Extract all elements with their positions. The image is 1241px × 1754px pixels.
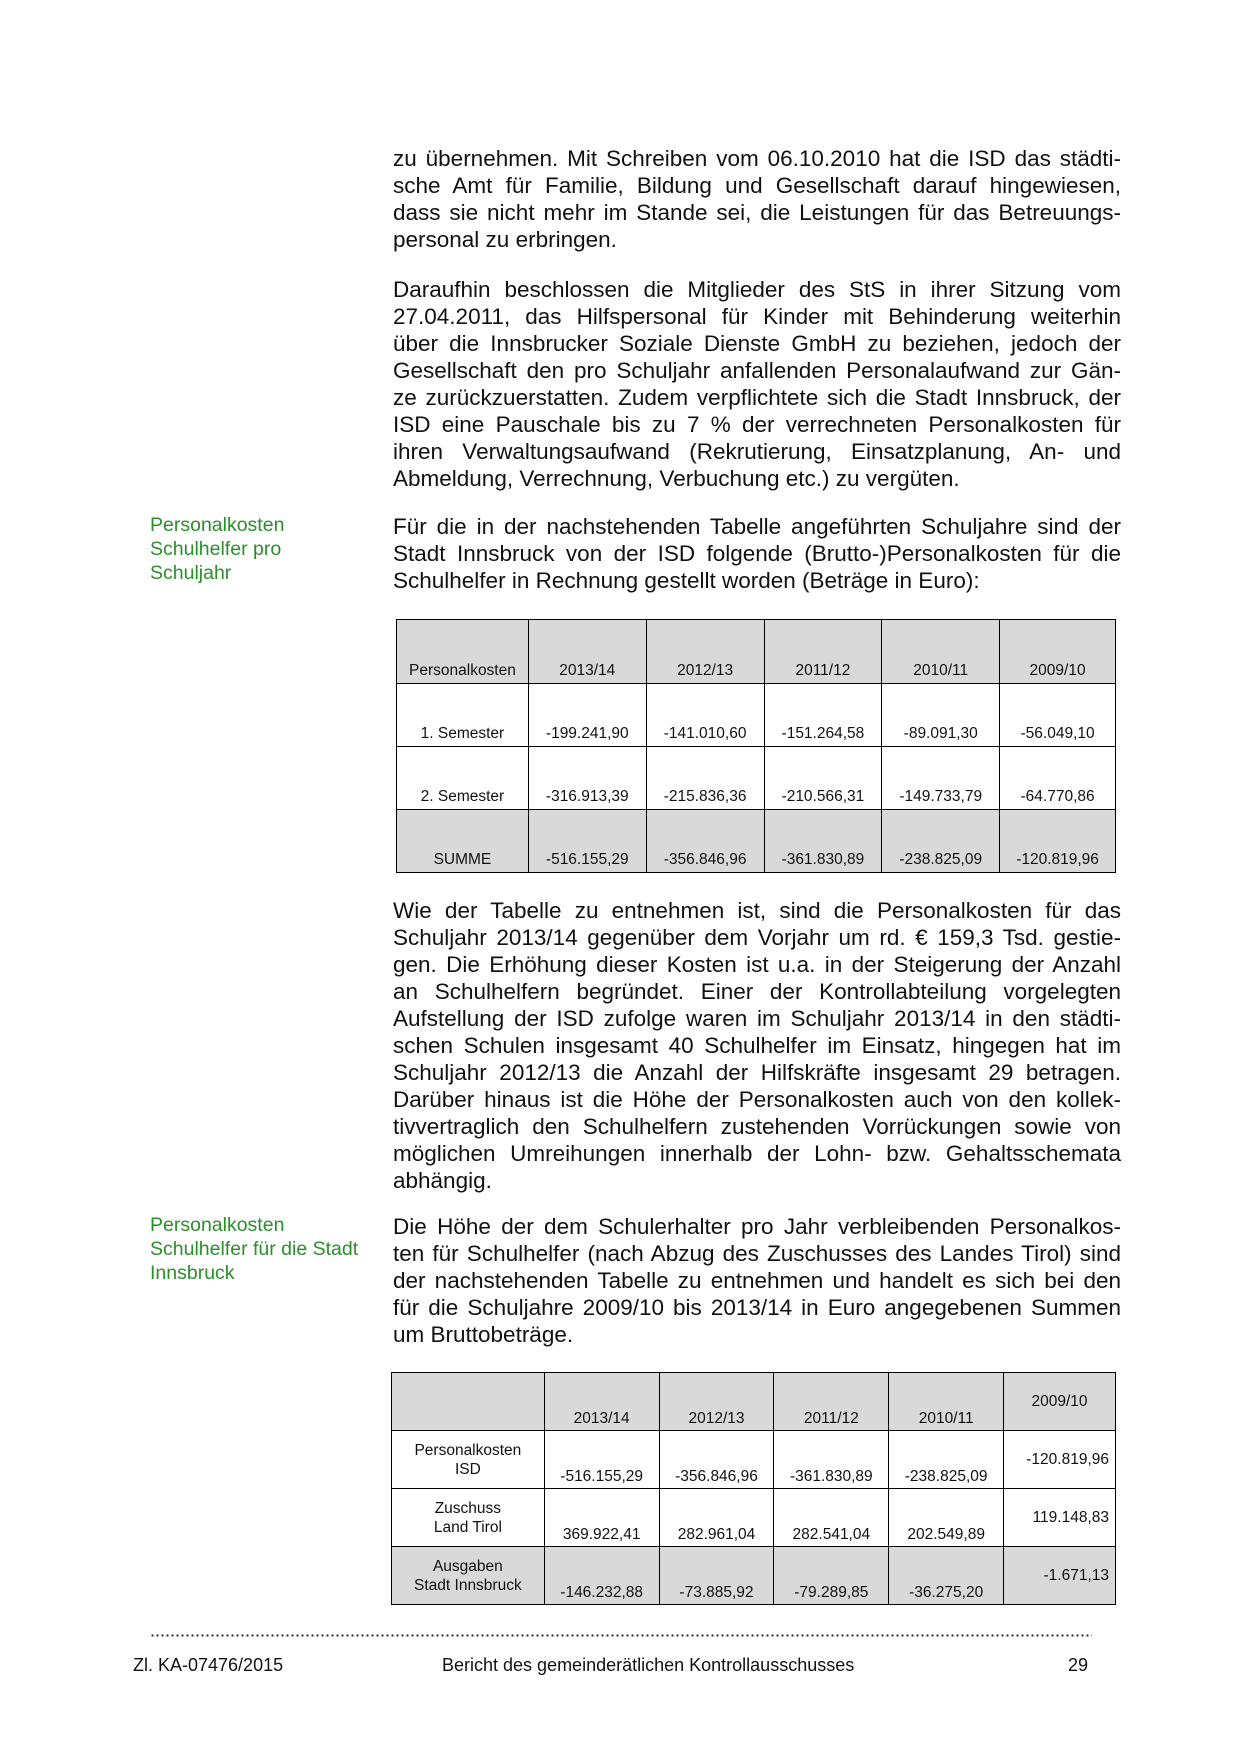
table-cell: -516.155,29: [544, 1431, 659, 1489]
table-cell: 1. Semester: [397, 684, 529, 747]
table-header-cell: 2009/10: [1004, 1373, 1116, 1431]
text-line: Für die in der nachstehenden Tabelle angeführten Schuljahre sind der: [393, 514, 1121, 539]
margin-note-line: Personalkosten: [150, 514, 285, 536]
row-label-line: Ausgaben: [432, 1557, 503, 1575]
margin-note-line: Schuljahr: [150, 562, 232, 584]
text-line: Stadt Innsbruck von der ISD folgende (Brutto-)Personalkosten für die: [393, 541, 1121, 566]
table-header-row: [392, 1373, 1116, 1431]
text-line: ihren Verwaltungsaufwand (Rekrutierung, Einsatzplanung, An- und: [393, 439, 1121, 464]
text-line: ISD eine Pauschale bis zu 7 % der verrechneten Personalkosten für: [393, 412, 1121, 437]
text-line: dass sie nicht mehr im Stande sei, die Leistungen für das Betreuungs-: [393, 200, 1121, 225]
text-line: schen Schulen insgesamt 40 Schulhelfer im Einsatz, hingegen hat im: [393, 1033, 1121, 1058]
table-header-row: [397, 620, 1116, 684]
text-line: Aufstellung der ISD zufolge waren im Schuljahr 2013/14 in den städti-: [393, 1006, 1121, 1031]
text-line: Gesellschaft den pro Schuljahr anfallenden Personalaufwand zur Gän-: [393, 358, 1121, 383]
table-row: [392, 1489, 1116, 1547]
text-line: über die Innsbrucker Soziale Dienste GmbH zu beziehen, jedoch der: [393, 331, 1121, 356]
table-cell: -199.241,90: [528, 684, 646, 747]
footer-page-number: 29: [1068, 1655, 1089, 1675]
table-header-cell: 2011/12: [764, 620, 882, 684]
table-cell: -120.819,96: [1004, 1431, 1116, 1489]
table-cell: -89.091,30: [882, 684, 1000, 747]
table-cell: 2. Semester: [397, 747, 529, 810]
paragraph-1: [393, 145, 1121, 253]
margin-note-line: Personalkosten: [150, 1214, 285, 1236]
row-label-line: Personalkosten: [414, 1441, 522, 1459]
text-line: der nachstehenden Tabelle zu entnehmen und handelt es sich bei den: [393, 1268, 1121, 1293]
table-cell: -64.770,86: [1000, 747, 1116, 810]
table-cell: 282.961,04: [659, 1489, 774, 1547]
table-cell: -141.010,60: [646, 684, 764, 747]
text-line: möglichen Umreihungen innerhalb der Lohn- bzw. Gehaltsschemata: [393, 1141, 1121, 1166]
text-line: sche Amt für Familie, Bildung und Gesellschaft darauf hingewiesen,: [393, 173, 1121, 198]
table-row: [392, 1431, 1116, 1489]
table-header-cell: 2012/13: [659, 1373, 774, 1431]
table-cell: -120.819,96: [1000, 810, 1116, 873]
text-line: 27.04.2011, das Hilfspersonal für Kinder mit Behinderung weiterhin: [393, 304, 1121, 329]
margin-note-line: Schulhelfer pro: [150, 538, 282, 560]
paragraph-2: [393, 276, 1121, 492]
text-line: personal zu erbringen.: [393, 227, 617, 252]
footer-divider: [150, 1634, 1092, 1637]
paragraph-5: [393, 1213, 1121, 1348]
margin-note-2: [150, 1213, 380, 1285]
margin-note-1: [150, 513, 380, 585]
table-row: [397, 684, 1116, 747]
text-line: zu übernehmen. Mit Schreiben vom 06.10.2010 hat die ISD das städti-: [393, 146, 1121, 171]
table-cell: -356.846,96: [659, 1431, 774, 1489]
table-header-cell: 2010/11: [882, 620, 1000, 684]
text-line: Abmeldung, Verrechnung, Verbuchung etc.) zu vergüten.: [393, 466, 960, 491]
table-header-cell: 2011/12: [774, 1373, 889, 1431]
text-line: Schulhelfer in Rechnung gestellt worden (Beträge in Euro):: [393, 568, 980, 593]
personnel-cost-table: [396, 619, 1116, 873]
table-cell: -146.232,88: [544, 1547, 659, 1605]
text-line: tivvertraglich den Schulhelfern zustehenden Vorrückungen sowie von: [393, 1114, 1121, 1139]
table-row: [397, 747, 1116, 810]
row-label: [392, 1547, 545, 1605]
footer-title: Bericht des gemeinderätlichen Kontrollausschusses: [442, 1655, 855, 1675]
table-header-cell: 2013/14: [528, 620, 646, 684]
text-line: Die Höhe der dem Schulerhalter pro Jahr verbleibenden Personalkos-: [393, 1214, 1121, 1239]
text-line: ze zurückzuerstatten. Zudem verpflichtete sich die Stadt Innsbruck, der: [393, 385, 1121, 410]
table-header-cell: 2009/10: [1000, 620, 1116, 684]
row-label-line: Stadt Innsbruck: [414, 1576, 522, 1594]
table-cell: -516.155,29: [528, 810, 646, 873]
table-cell: 119.148,83: [1004, 1489, 1116, 1547]
margin-note-line: Schulhelfer für die Stadt: [150, 1238, 359, 1260]
table-cell: -1.671,13: [1004, 1547, 1116, 1605]
table-sum-row: [397, 810, 1116, 873]
table-sum-row: [392, 1547, 1116, 1605]
table-cell: -238.825,09: [882, 810, 1000, 873]
paragraph-4: [393, 897, 1121, 1194]
text-line: für die Schuljahre 2009/10 bis 2013/14 in Euro angegebenen Summen: [393, 1295, 1121, 1320]
table-cell: -73.885,92: [659, 1547, 774, 1605]
table-cell: 282.541,04: [774, 1489, 889, 1547]
table-header-cell: 2013/14: [544, 1373, 659, 1431]
margin-note-line: Innsbruck: [150, 1262, 235, 1284]
table-cell: -79.289,85: [774, 1547, 889, 1605]
table-header-cell: Personalkosten: [397, 620, 529, 684]
text-line: Schuljahr 2012/13 die Anzahl der Hilfskräfte insgesamt 29 betragen.: [393, 1060, 1121, 1085]
table-cell: -151.264,58: [764, 684, 882, 747]
table-cell: 369.922,41: [544, 1489, 659, 1547]
table-cell: -36.275,20: [889, 1547, 1004, 1605]
table-cell: -215.836,36: [646, 747, 764, 810]
table-cell: -316.913,39: [528, 747, 646, 810]
table-cell: -210.566,31: [764, 747, 882, 810]
text-line: Schuljahr 2013/14 gegenüber dem Vorjahr um rd. € 159,3 Tsd. gestie-: [393, 925, 1121, 950]
text-line: Wie der Tabelle zu entnehmen ist, sind die Personalkosten für das: [393, 898, 1121, 923]
text-line: Daraufhin beschlossen die Mitglieder des StS in ihrer Sitzung vom: [393, 277, 1121, 302]
text-line: gen. Die Erhöhung dieser Kosten ist u.a. in der Steigerung der Anzahl: [393, 952, 1121, 977]
table-cell: -361.830,89: [774, 1431, 889, 1489]
text-line: ten für Schulhelfer (nach Abzug des Zuschusses des Landes Tirol) sind: [393, 1241, 1121, 1266]
table-cell: -149.733,79: [882, 747, 1000, 810]
row-label-line: Land Tirol: [433, 1518, 502, 1536]
row-label-line: ISD: [454, 1460, 481, 1478]
paragraph-3: [393, 513, 1121, 594]
footer-reference: Zl. KA-07476/2015: [133, 1655, 284, 1675]
row-label: [392, 1489, 545, 1547]
row-label-line: Zuschuss: [434, 1499, 502, 1517]
text-line: um Bruttobeträge.: [393, 1322, 574, 1347]
table-cell: -361.830,89: [764, 810, 882, 873]
table-header-cell: 2012/13: [646, 620, 764, 684]
text-line: Darüber hinaus ist die Höhe der Personalkosten auch von den kollek-: [393, 1087, 1121, 1112]
text-line: abhängig.: [393, 1168, 492, 1193]
row-label: [392, 1431, 545, 1489]
table-cell: -56.049,10: [1000, 684, 1116, 747]
table-cell: SUMME: [397, 810, 529, 873]
table-cell: -238.825,09: [889, 1431, 1004, 1489]
table-header-cell: 2010/11: [889, 1373, 1004, 1431]
text-line: an Schulhelfern begründet. Einer der Kontrollabteilung vorgelegten: [393, 979, 1121, 1004]
table-cell: 202.549,89: [889, 1489, 1004, 1547]
table-cell: -356.846,96: [646, 810, 764, 873]
table-header-cell: [392, 1373, 545, 1431]
city-cost-table: [391, 1372, 1116, 1605]
